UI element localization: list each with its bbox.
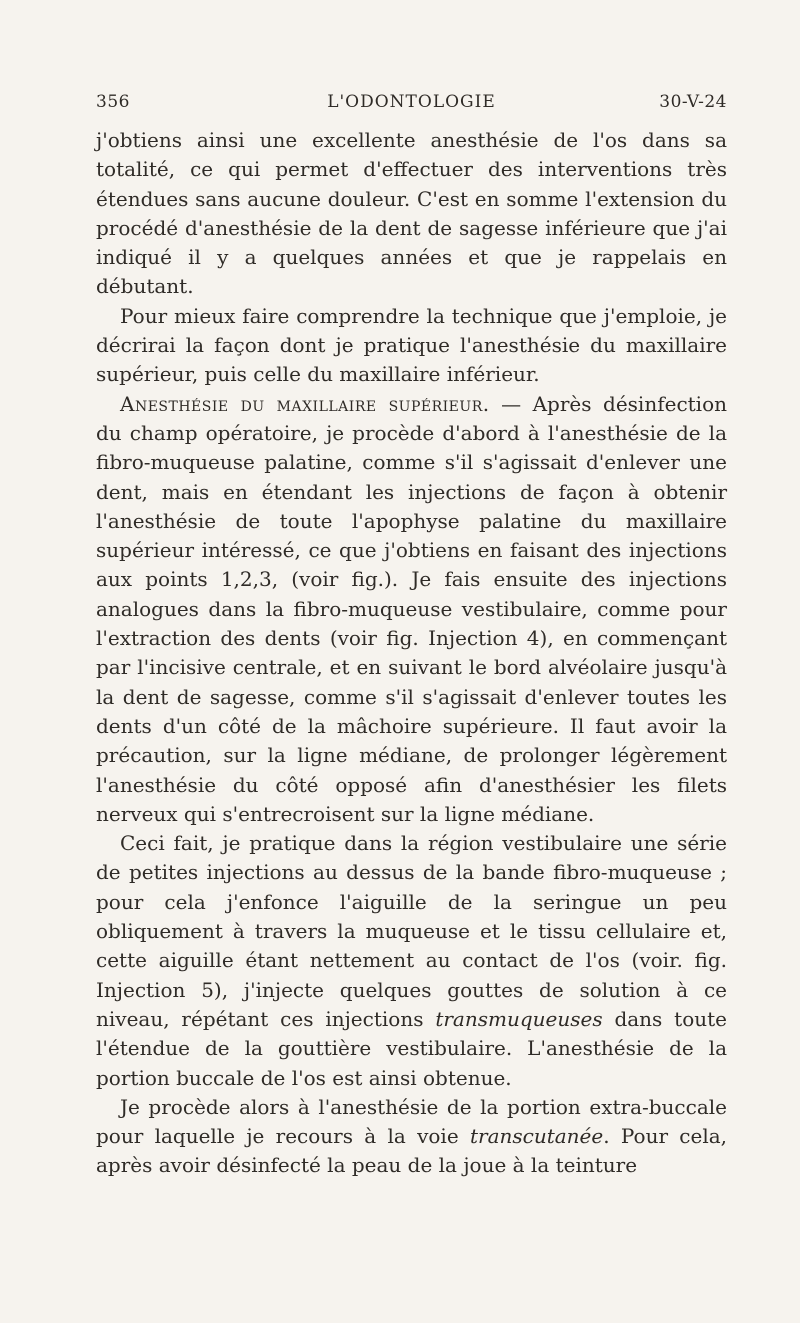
page-number: 356 xyxy=(96,92,130,112)
paragraph-4-text-a: Ceci fait, je pratique dans la région vestibulaire une série de petites injections au dessus de la bande fibro-muqueuse ; pour cela j'enfonce l'aiguille de la seringue un peu obliquement à travers la muqueuse et le tissu cellulaire et, cette aiguille étant nettement au contact de l'os (voir. fig. Injection 5), j'injecte quelques gouttes de solution à ce niveau, répétant ces injections xyxy=(96,831,727,1031)
paragraph-5-italic: transcutanée xyxy=(469,1124,604,1149)
paragraph-1 xyxy=(96,126,727,302)
paragraph-5 xyxy=(96,1093,727,1181)
paragraph-3-text: — Après désinfection du champ opératoire, je procède d'abord à l'anesthésie de la fibro-muqueuse palatine, comme s'il s'agissait d'enlever une dent, mais en étendant les injections de façon à obtenir l'anesthésie de toute l'apophyse palatine du maxillaire supérieur intéressé, ce que j'obtiens en faisant des injections aux points 1,2,3, (voir fig.). Je fais ensuite des injections analogues dans la fibro-muqueuse vestibulaire, comme pour l'extraction des dents (voir fig. Injection 4), en commençant par l'incisive centrale, et en suivant le bord alvéolaire jusqu'à la dent de sagesse, comme s'il s'agissait d'enlever toutes les dents d'un côté de la mâchoire supérieure. Il faut avoir la précaution, sur la ligne médiane, de prolonger légèrement l'anesthésie du côté opposé afin d'anesthésier les filets nerveux qui s'entrecroisent sur la ligne médiane. xyxy=(96,391,728,826)
paragraph-4-text-b: dans toute l'étendue de la gouttière vestibulaire. L'anesthésie de la portion buccale de l'os est ainsi obtenue. xyxy=(96,1006,727,1090)
paragraph-5-text-a: Je procède alors à l'anesthésie de la portion extra-buccale pour laquelle je recours à la voie xyxy=(96,1094,727,1149)
paragraph-2 xyxy=(96,302,727,390)
paragraph-2-text: Pour mieux faire comprendre la technique que j'emploie, je décrirai la façon dont je pratique l'anesthésie du maxillaire supérieur, puis celle du maxillaire inférieur. xyxy=(96,303,727,387)
paragraph-4-italic: transmuqueuses xyxy=(435,1006,603,1031)
paragraph-1-text: j'obtiens ainsi une excellente anesthésie de l'os dans sa totalité, ce qui permet d'effectuer des interventions très étendues sans aucune douleur. C'est en somme l'extension du procédé d'anesthésie de la dent de sagesse inférieure que j'ai indiqué il y a quelques années et que je rappelais en débutant. xyxy=(96,128,727,299)
running-head xyxy=(96,92,727,122)
journal-title: L'ODONTOLOGIE xyxy=(327,92,496,112)
paragraph-4 xyxy=(96,829,727,1093)
issue-date: 30-V-24 xyxy=(659,92,727,112)
body-text xyxy=(96,126,727,1181)
paragraph-3 xyxy=(96,390,727,829)
paragraph-5-text-b: . Pour cela, après avoir désinfecté la peau de la joue à la teinture xyxy=(96,1124,728,1178)
section-heading: Anesthésie du maxillaire supérieur. xyxy=(120,391,490,416)
